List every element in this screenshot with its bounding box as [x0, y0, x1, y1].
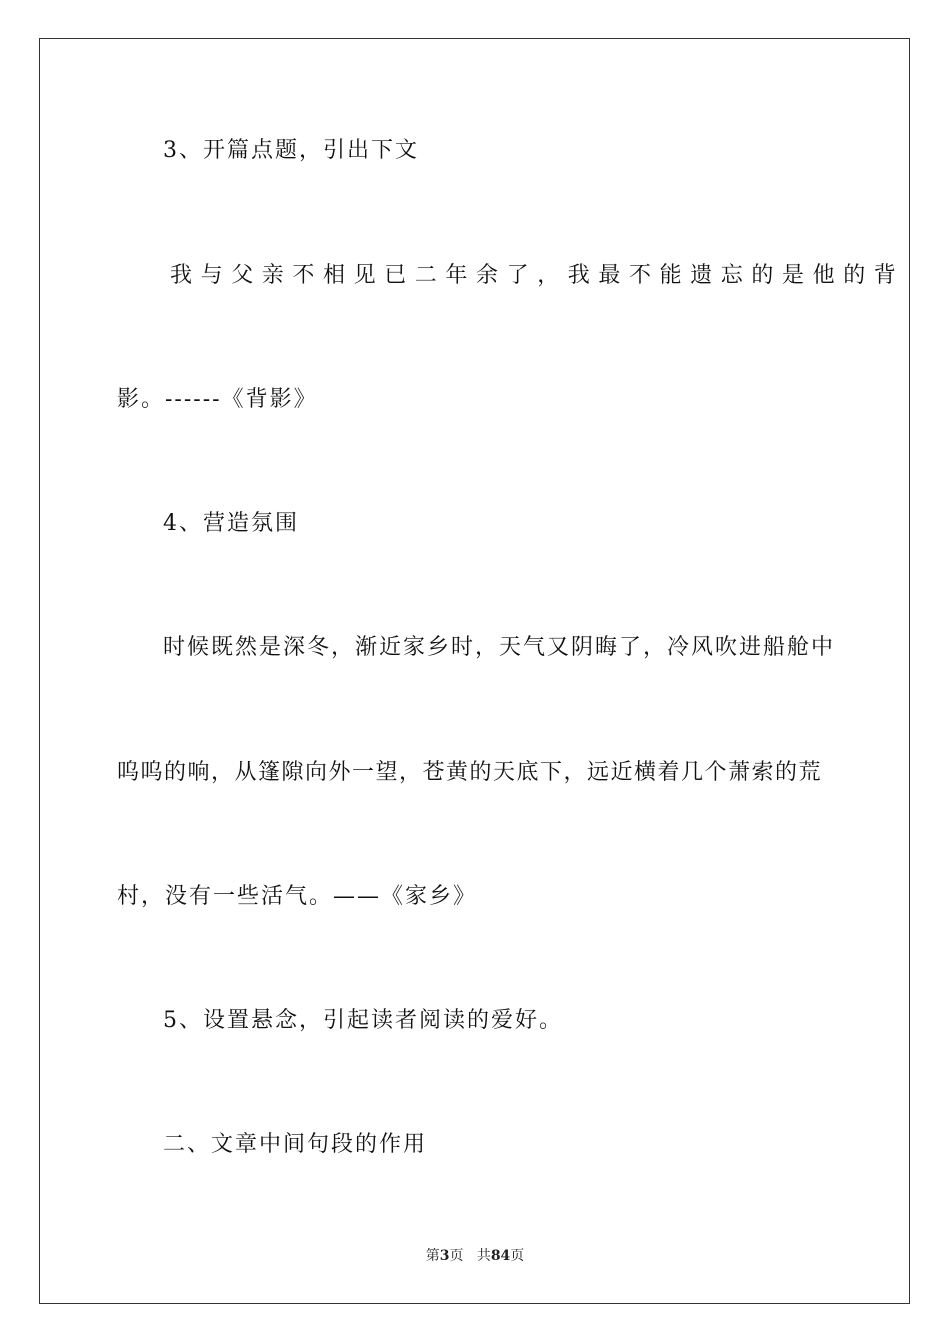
current-page-number: 3	[439, 1248, 450, 1264]
text-line-1: 3、开篇点题，引出下文	[163, 138, 419, 163]
footer-total-prefix: 共	[476, 1248, 491, 1264]
text-line-5: 时候既然是深冬，渐近家乡时，天气又阴晦了，冷风吹进船舱中	[163, 635, 836, 660]
text-line-9: 二、文章中间句段的作用	[163, 1132, 428, 1157]
text-line-4: 4、营造氛围	[163, 511, 299, 536]
text-line-3: 影。------《背影》	[117, 387, 318, 412]
page-footer	[0, 1246, 950, 1266]
text-line-2: 我与父亲不相见已二年余了，我最不能遗忘的是他的背	[170, 263, 905, 288]
footer-prefix: 第	[425, 1248, 440, 1264]
total-page-count: 84	[490, 1248, 511, 1264]
text-line-7: 村，没有一些活气。——《家乡》	[117, 884, 478, 909]
page-border	[39, 38, 910, 1304]
text-line-8: 5、设置悬念，引起读者阅读的爱好。	[163, 1008, 563, 1033]
text-line-6: 呜呜的响，从篷隙向外一望，苍黄的天底下，远近横着几个萧索的荒	[117, 760, 823, 785]
footer-total-suffix: 页	[510, 1248, 525, 1264]
footer-page-suffix: 页	[449, 1248, 464, 1264]
